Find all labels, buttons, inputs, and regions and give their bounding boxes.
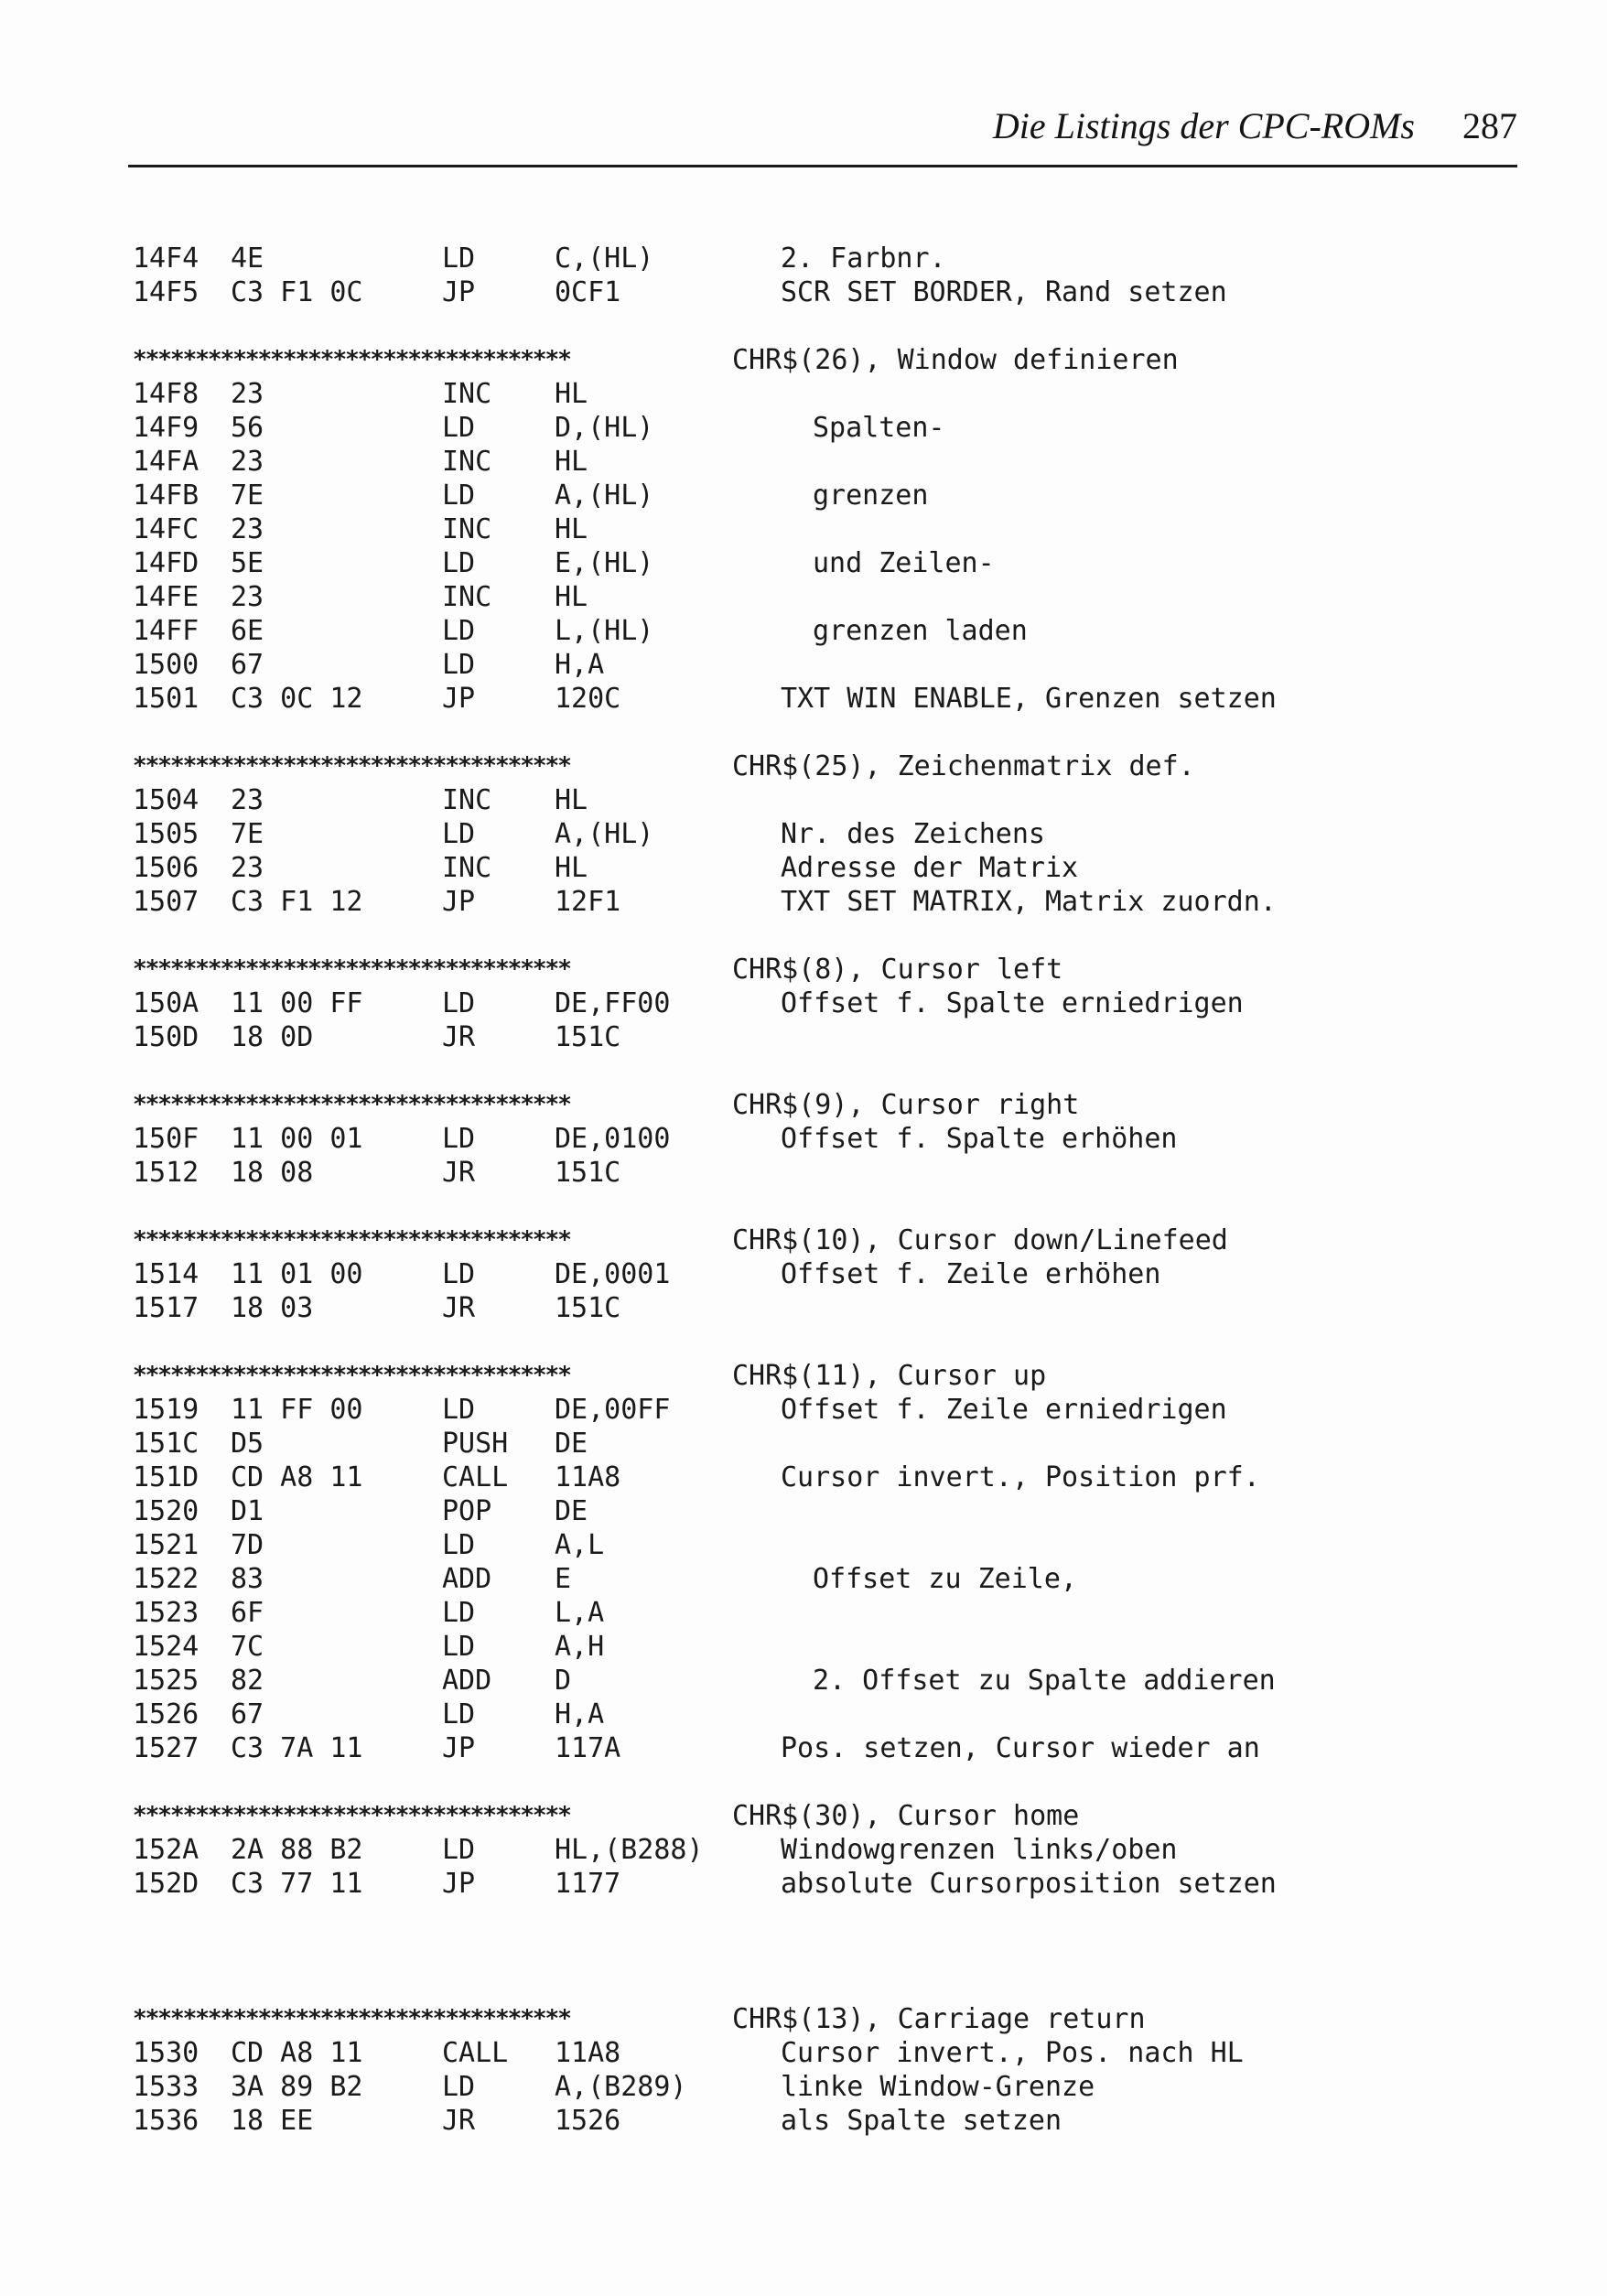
opcode-bytes: CD A8 11 <box>231 1461 363 1493</box>
mnemonic: JP <box>442 1732 476 1764</box>
address: 150F <box>133 1123 200 1155</box>
listing-line <box>133 2070 1505 2104</box>
operand: HL <box>555 581 588 613</box>
comment: Offset f. Spalte erniedrigen <box>781 987 1244 1019</box>
operand: A,L <box>555 1529 605 1561</box>
listing-line <box>133 885 1505 919</box>
operand: 1177 <box>555 1868 621 1900</box>
operand: HL <box>555 378 588 410</box>
mnemonic: LD <box>442 1834 476 1866</box>
opcode-bytes: 18 03 <box>231 1292 314 1324</box>
mnemonic: JR <box>442 2105 476 2137</box>
listing-line <box>133 1122 1505 1156</box>
listing-line <box>133 242 1505 275</box>
listing-line <box>133 580 1505 614</box>
address: 150A <box>133 987 200 1019</box>
address: 1507 <box>133 886 200 918</box>
address: 14F8 <box>133 378 200 410</box>
operand: 151C <box>555 1021 621 1053</box>
listing-line <box>133 1494 1505 1528</box>
mnemonic: INC <box>442 378 492 410</box>
address: 1506 <box>133 852 200 884</box>
opcode-bytes: 6F <box>231 1597 264 1629</box>
operand: A,(B289) <box>555 2071 687 2103</box>
block-gap <box>133 919 1505 953</box>
comment: TXT WIN ENABLE, Grenzen setzen <box>781 683 1277 715</box>
mnemonic: JP <box>442 886 476 918</box>
mnemonic: LD <box>442 1258 476 1290</box>
address: 1504 <box>133 784 200 816</box>
separator-stars: *********************************** <box>133 1802 570 1829</box>
address: 14F5 <box>133 276 200 308</box>
comment: Spalten- <box>813 412 945 444</box>
routine-header <box>133 343 1505 377</box>
opcode-bytes: 18 0D <box>231 1021 314 1053</box>
address: 1519 <box>133 1394 200 1426</box>
routine-title: CHR$(8), Cursor left <box>732 954 1063 986</box>
separator-stars: *********************************** <box>133 1091 570 1118</box>
opcode-bytes: 11 FF 00 <box>231 1394 363 1426</box>
address: 1523 <box>133 1597 200 1629</box>
listing-line <box>133 614 1505 648</box>
listing-block <box>133 1359 1505 1765</box>
routine-title: CHR$(11), Cursor up <box>732 1360 1047 1392</box>
header-rule <box>128 165 1517 167</box>
mnemonic: JR <box>442 1292 476 1324</box>
listing-line <box>133 1393 1505 1427</box>
page-header <box>128 99 1517 152</box>
routine-header <box>133 2002 1505 2036</box>
comment: Offset f. Zeile erhöhen <box>781 1258 1161 1290</box>
mnemonic: LD <box>442 987 476 1019</box>
address: 151C <box>133 1428 200 1460</box>
opcode-bytes: CD A8 11 <box>231 2037 363 2069</box>
opcode-bytes: 23 <box>231 784 264 816</box>
routine-header <box>133 1223 1505 1257</box>
address: 150D <box>133 1021 200 1053</box>
separator-stars: *********************************** <box>133 752 570 780</box>
routine-header <box>133 749 1505 783</box>
operand: D,(HL) <box>555 412 654 444</box>
opcode-bytes: 23 <box>231 446 264 478</box>
routine-header <box>133 953 1505 986</box>
address: 1514 <box>133 1258 200 1290</box>
listing-line <box>133 1562 1505 1596</box>
opcode-bytes: 11 01 00 <box>231 1258 363 1290</box>
separator-stars: *********************************** <box>133 2005 570 2032</box>
comment: linke Window-Grenze <box>781 2071 1095 2103</box>
routine-title: CHR$(26), Window definieren <box>732 344 1179 376</box>
mnemonic: JP <box>442 1868 476 1900</box>
routine-header <box>133 1799 1505 1833</box>
listing-line <box>133 1156 1505 1190</box>
mnemonic: LD <box>442 818 476 850</box>
operand: DE <box>555 1495 588 1527</box>
operand: A,(HL) <box>555 480 654 512</box>
opcode-bytes: 67 <box>231 649 264 681</box>
comment: Adresse der Matrix <box>781 852 1079 884</box>
comment: Offset f. Spalte erhöhen <box>781 1123 1178 1155</box>
opcode-bytes: C3 77 11 <box>231 1868 363 1900</box>
mnemonic: JP <box>442 683 476 715</box>
mnemonic: JP <box>442 276 476 308</box>
comment: Nr. des Zeichens <box>781 818 1045 850</box>
comment: Windowgrenzen links/oben <box>781 1834 1178 1866</box>
mnemonic: ADD <box>442 1665 492 1697</box>
listing-line <box>133 1257 1505 1291</box>
page-number: 287 <box>1462 105 1517 146</box>
comment: TXT SET MATRIX, Matrix zuordn. <box>781 886 1277 918</box>
operand: DE,FF00 <box>555 987 671 1019</box>
assembly-listing <box>133 242 1505 2138</box>
listing-line <box>133 2104 1505 2138</box>
operand: 12F1 <box>555 886 621 918</box>
listing-line <box>133 1630 1505 1664</box>
listing-line <box>133 1867 1505 1901</box>
separator-stars: *********************************** <box>133 346 570 373</box>
mnemonic: JR <box>442 1157 476 1189</box>
mnemonic: LD <box>442 615 476 647</box>
opcode-bytes: 5E <box>231 547 264 579</box>
address: 1500 <box>133 649 200 681</box>
opcode-bytes: 3A 89 B2 <box>231 2071 363 2103</box>
operand: 0CF1 <box>555 276 621 308</box>
address: 1517 <box>133 1292 200 1324</box>
listing-line <box>133 851 1505 885</box>
listing-line <box>133 411 1505 445</box>
listing-line <box>133 1020 1505 1054</box>
routine-title: CHR$(25), Zeichenmatrix def. <box>732 750 1195 782</box>
block-gap <box>133 1054 1505 1088</box>
listing-block <box>133 343 1505 716</box>
address: 152A <box>133 1834 200 1866</box>
opcode-bytes: 67 <box>231 1698 264 1730</box>
operand: 151C <box>555 1157 621 1189</box>
address: 14FC <box>133 513 200 545</box>
routine-header <box>133 1088 1505 1122</box>
block-gap <box>133 1190 1505 1223</box>
listing-line <box>133 1731 1505 1765</box>
mnemonic: LD <box>442 1529 476 1561</box>
operand: HL,(B288) <box>555 1834 704 1866</box>
routine-title: CHR$(9), Cursor right <box>732 1089 1080 1121</box>
operand: H,A <box>555 649 605 681</box>
operand: DE <box>555 1428 588 1460</box>
listing-line <box>133 1833 1505 1867</box>
opcode-bytes: 11 00 01 <box>231 1123 363 1155</box>
listing-line <box>133 1596 1505 1630</box>
address: 1526 <box>133 1698 200 1730</box>
listing-line <box>133 1528 1505 1562</box>
mnemonic: ADD <box>442 1563 492 1595</box>
operand: C,(HL) <box>555 243 654 275</box>
listing-block <box>133 242 1505 309</box>
mnemonic: LD <box>442 243 476 275</box>
routine-header <box>133 1359 1505 1393</box>
opcode-bytes: 4E <box>231 243 264 275</box>
mnemonic: LD <box>442 480 476 512</box>
opcode-bytes: 82 <box>231 1665 264 1697</box>
separator-stars: *********************************** <box>133 1226 570 1254</box>
comment: 2. Offset zu Spalte addieren <box>813 1665 1276 1697</box>
mnemonic: LD <box>442 1394 476 1426</box>
opcode-bytes: 23 <box>231 378 264 410</box>
opcode-bytes: 23 <box>231 852 264 884</box>
listing-block <box>133 1088 1505 1190</box>
address: 1501 <box>133 683 200 715</box>
mnemonic: INC <box>442 784 492 816</box>
address: 1536 <box>133 2105 200 2137</box>
address: 14FE <box>133 581 200 613</box>
listing-line <box>133 445 1505 479</box>
comment: absolute Cursorposition setzen <box>781 1868 1277 1900</box>
block-gap <box>133 1325 1505 1359</box>
mnemonic: INC <box>442 581 492 613</box>
operand: 1526 <box>555 2105 621 2137</box>
listing-line <box>133 682 1505 716</box>
block-gap <box>133 309 1505 343</box>
address: 1521 <box>133 1529 200 1561</box>
mnemonic: PUSH <box>442 1428 509 1460</box>
opcode-bytes: D1 <box>231 1495 264 1527</box>
operand: DE,0001 <box>555 1258 671 1290</box>
operand: L,A <box>555 1597 605 1629</box>
address: 1525 <box>133 1665 200 1697</box>
routine-title: CHR$(10), Cursor down/Linefeed <box>732 1224 1228 1256</box>
listing-line <box>133 479 1505 512</box>
operand: HL <box>555 446 588 478</box>
operand: A,(HL) <box>555 818 654 850</box>
mnemonic: INC <box>442 513 492 545</box>
address: 14F9 <box>133 412 200 444</box>
listing-line <box>133 1461 1505 1494</box>
routine-title: CHR$(30), Cursor home <box>732 1800 1080 1832</box>
running-title: Die Listings der CPC-ROMs <box>992 105 1415 146</box>
block-gap <box>133 1765 1505 1799</box>
operand: 117A <box>555 1732 621 1764</box>
listing-line <box>133 377 1505 411</box>
mnemonic: LD <box>442 1698 476 1730</box>
opcode-bytes: 7E <box>231 480 264 512</box>
mnemonic: LD <box>442 1631 476 1663</box>
opcode-bytes: C3 F1 0C <box>231 276 363 308</box>
opcode-bytes: D5 <box>231 1428 264 1460</box>
mnemonic: LD <box>442 1597 476 1629</box>
mnemonic: POP <box>442 1495 492 1527</box>
operand: 120C <box>555 683 621 715</box>
address: 1530 <box>133 2037 200 2069</box>
address: 14F4 <box>133 243 200 275</box>
opcode-bytes: C3 0C 12 <box>231 683 363 715</box>
address: 151D <box>133 1461 200 1493</box>
comment: grenzen <box>813 480 929 512</box>
address: 152D <box>133 1868 200 1900</box>
listing-line <box>133 1427 1505 1461</box>
listing-line <box>133 512 1505 546</box>
address: 14FB <box>133 480 200 512</box>
operand: E <box>555 1563 572 1595</box>
operand: H,A <box>555 1698 605 1730</box>
opcode-bytes: 18 08 <box>231 1157 314 1189</box>
operand: DE,0100 <box>555 1123 671 1155</box>
comment: 2. Farbnr. <box>781 243 946 275</box>
opcode-bytes: 7C <box>231 1631 264 1663</box>
operand: DE,00FF <box>555 1394 671 1426</box>
listing-line <box>133 2036 1505 2070</box>
operand: L,(HL) <box>555 615 654 647</box>
listing-block <box>133 2002 1505 2138</box>
separator-stars: *********************************** <box>133 1362 570 1389</box>
operand: HL <box>555 784 588 816</box>
address: 14FD <box>133 547 200 579</box>
operand: 151C <box>555 1292 621 1324</box>
listing-line <box>133 1698 1505 1731</box>
separator-stars: *********************************** <box>133 955 570 983</box>
address: 1512 <box>133 1157 200 1189</box>
opcode-bytes: 2A 88 B2 <box>231 1834 363 1866</box>
comment: Pos. setzen, Cursor wieder an <box>781 1732 1260 1764</box>
mnemonic: CALL <box>442 2037 509 2069</box>
address: 1527 <box>133 1732 200 1764</box>
opcode-bytes: 7D <box>231 1529 264 1561</box>
listing-line <box>133 1664 1505 1698</box>
block-gap <box>133 716 1505 749</box>
comment: Cursor invert., Position prf. <box>781 1461 1260 1493</box>
mnemonic: JR <box>442 1021 476 1053</box>
listing-line <box>133 546 1505 580</box>
opcode-bytes: C3 F1 12 <box>231 886 363 918</box>
address: 14FA <box>133 446 200 478</box>
comment: und Zeilen- <box>813 547 995 579</box>
listing-block <box>133 749 1505 919</box>
mnemonic: LD <box>442 547 476 579</box>
opcode-bytes: 23 <box>231 513 264 545</box>
routine-title: CHR$(13), Carriage return <box>732 2003 1146 2035</box>
comment: Offset f. Zeile erniedrigen <box>781 1394 1227 1426</box>
opcode-bytes: 11 00 FF <box>231 987 363 1019</box>
listing-block <box>133 953 1505 1054</box>
mnemonic: INC <box>442 446 492 478</box>
operand: A,H <box>555 1631 605 1663</box>
mnemonic: LD <box>442 1123 476 1155</box>
opcode-bytes: 83 <box>231 1563 264 1595</box>
address: 1524 <box>133 1631 200 1663</box>
operand: D <box>555 1665 572 1697</box>
address: 1522 <box>133 1563 200 1595</box>
opcode-bytes: 7E <box>231 818 264 850</box>
listing-line <box>133 275 1505 309</box>
listing-line <box>133 648 1505 682</box>
operand: HL <box>555 513 588 545</box>
opcode-bytes: 6E <box>231 615 264 647</box>
listing-block <box>133 1223 1505 1325</box>
comment: Cursor invert., Pos. nach HL <box>781 2037 1244 2069</box>
operand: 11A8 <box>555 1461 621 1493</box>
operand: 11A8 <box>555 2037 621 2069</box>
listing-line <box>133 1291 1505 1325</box>
address: 1520 <box>133 1495 200 1527</box>
listing-line <box>133 817 1505 851</box>
comment: SCR SET BORDER, Rand setzen <box>781 276 1227 308</box>
mnemonic: LD <box>442 2071 476 2103</box>
listing-line <box>133 986 1505 1020</box>
block-gap <box>133 1901 1505 2002</box>
address: 14FF <box>133 615 200 647</box>
comment: als Spalte setzen <box>781 2105 1062 2137</box>
comment: Offset zu Zeile, <box>813 1563 1077 1595</box>
opcode-bytes: 18 EE <box>231 2105 314 2137</box>
listing-block <box>133 1799 1505 1901</box>
opcode-bytes: 56 <box>231 412 264 444</box>
opcode-bytes: C3 7A 11 <box>231 1732 363 1764</box>
listing-line <box>133 783 1505 817</box>
mnemonic: CALL <box>442 1461 509 1493</box>
address: 1533 <box>133 2071 200 2103</box>
mnemonic: INC <box>442 852 492 884</box>
operand: E,(HL) <box>555 547 654 579</box>
mnemonic: LD <box>442 649 476 681</box>
comment: grenzen laden <box>813 615 1028 647</box>
operand: HL <box>555 852 588 884</box>
address: 1505 <box>133 818 200 850</box>
mnemonic: LD <box>442 412 476 444</box>
opcode-bytes: 23 <box>231 581 264 613</box>
